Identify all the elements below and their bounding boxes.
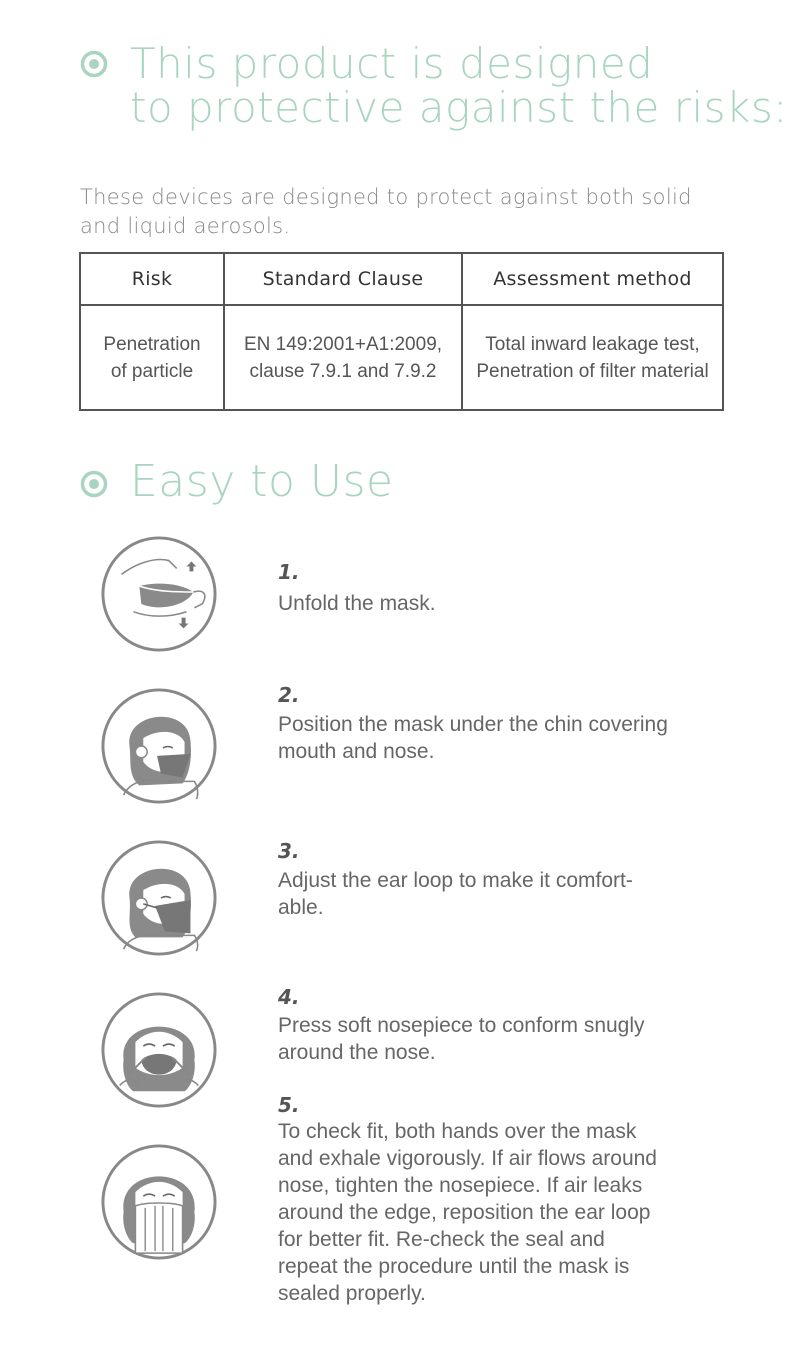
- step-3-line: Adjust the ear loop to make it comfort-: [278, 869, 633, 892]
- step-5-line: around the edge, reposition the ear loop: [278, 1201, 651, 1224]
- step-5-line: for better fit. Re-check the seal and: [278, 1228, 605, 1251]
- fit-check-icon: [100, 1143, 218, 1261]
- step-2-line: mouth and nose.: [278, 740, 435, 763]
- step-4-line: Press soft nosepiece to conform snugly: [278, 1014, 645, 1037]
- cell-method-line-2: Penetration of filter material: [476, 360, 709, 382]
- heading-line-2: to protective against the risks:: [130, 83, 788, 132]
- circle-bullet-icon: [80, 470, 108, 498]
- step-4-text: [278, 1012, 728, 1066]
- step-4-number: 4.: [278, 985, 300, 1009]
- risk-table: [79, 252, 724, 411]
- table-header-standard-clause: Standard Clause: [224, 253, 462, 305]
- table-header-risk: Risk: [80, 253, 224, 305]
- step-2-text: [278, 711, 728, 765]
- cell-risk-line-2: of particle: [110, 360, 194, 382]
- cell-risk-line-1: Penetration: [103, 333, 201, 355]
- nosepiece-icon: [100, 991, 218, 1109]
- step-5-text: [278, 1118, 728, 1307]
- table-header-row: [80, 253, 723, 305]
- step-1-text: [278, 590, 728, 617]
- step-3-number: 3.: [278, 839, 300, 863]
- step-3-line: able.: [278, 896, 324, 919]
- ear-loop-icon: [100, 839, 218, 957]
- circle-bullet-icon: [80, 50, 108, 78]
- heading-line-1: This product is designed: [130, 39, 654, 88]
- step-5-line: To check fit, both hands over the mask: [278, 1120, 637, 1143]
- intro-text: These devices are designed to protect against both solid and liquid aerosols.: [80, 185, 692, 238]
- step-3-text: [278, 867, 728, 921]
- step-2-line: Position the mask under the chin covering: [278, 713, 668, 736]
- step-1-number: 1.: [278, 560, 300, 584]
- cell-method-line-1: Total inward leakage test,: [485, 333, 700, 355]
- step-5-line: sealed properly.: [278, 1282, 426, 1305]
- table-row: [80, 305, 723, 410]
- step-1-line: Unfold the mask.: [278, 592, 436, 615]
- cell-clause-line-1: EN 149:2001+A1:2009,: [243, 333, 443, 355]
- step-5-line: and exhale vigorously. If air flows around: [278, 1147, 657, 1170]
- cell-risk: [80, 305, 224, 410]
- heading-easy-to-use: Easy to Use: [130, 456, 394, 507]
- position-mask-icon: [100, 687, 218, 805]
- step-5-number: 5.: [278, 1093, 300, 1117]
- unfold-mask-icon: [100, 535, 218, 653]
- step-5-line: nose, tighten the nosepiece. If air leaks: [278, 1174, 643, 1197]
- cell-clause: [224, 305, 462, 410]
- cell-clause-line-2: clause 7.9.1 and 7.9.2: [249, 360, 437, 382]
- cell-method: [462, 305, 723, 410]
- step-2-number: 2.: [278, 683, 300, 707]
- step-4-line: around the nose.: [278, 1041, 436, 1064]
- step-5-line: repeat the procedure until the mask is: [278, 1255, 630, 1278]
- table-header-assessment-method: Assessment method: [462, 253, 723, 305]
